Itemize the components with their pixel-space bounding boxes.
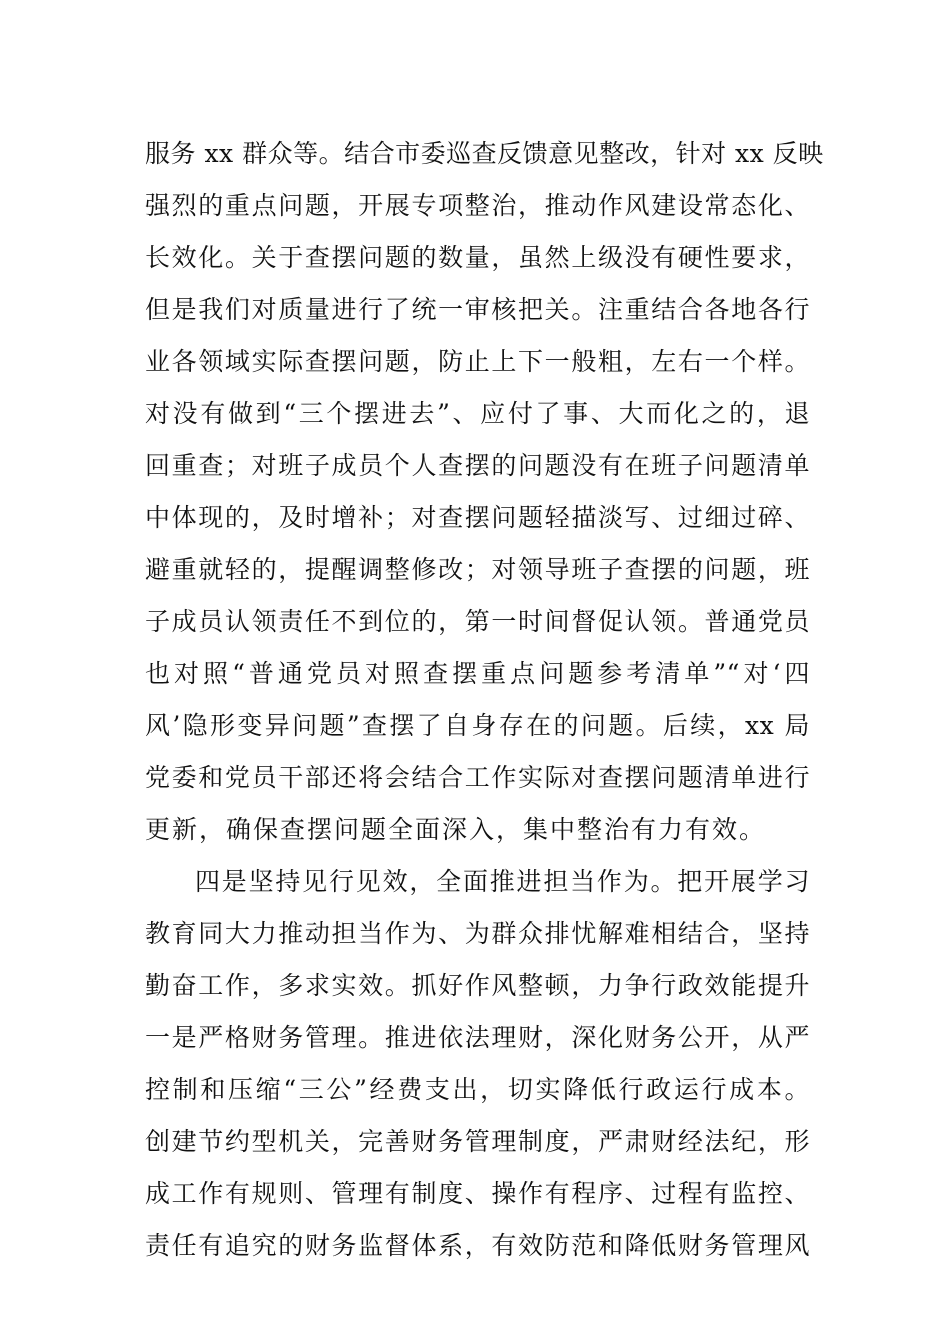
paragraph-1-line-9: 避重就轻的，提醒调整修改；对领导班子查摆的问题，班 — [145, 555, 810, 584]
paragraph-2-line-3: 勤奋工作，多求实效。抓好作风整顿，力争行政效能提升 — [145, 971, 810, 1000]
paragraph-1-line-5: 业各领域实际查摆问题，防止上下一般粗，左右一个样。 — [145, 347, 810, 376]
paragraph-1-line-7: 回重查；对班子成员个人查摆的问题没有在班子问题清单 — [145, 451, 810, 480]
paragraph-2-line-7: 成工作有规则、管理有制度、操作有程序、过程有监控、 — [145, 1179, 810, 1208]
paragraph-2-line-4: 一是严格财务管理。推进依法理财，深化财务公开，从严 — [145, 1023, 810, 1052]
paragraph-1-line-13: 党委和党员干部还将会结合工作实际对查摆问题清单进行 — [145, 763, 810, 792]
paragraph-1-line-12: 风’隐形变异问题”查摆了自身存在的问题。后续，xx 局 — [145, 711, 810, 740]
paragraph-1-line-14: 更新，确保查摆问题全面深入，集中整治有力有效。 — [145, 815, 767, 844]
paragraph-1-line-8: 中体现的，及时增补；对查摆问题轻描淡写、过细过碎、 — [145, 503, 810, 532]
paragraph-1-line-2: 强烈的重点问题，开展专项整治，推动作风建设常态化、 — [145, 191, 810, 220]
paragraph-1-line-11: 也对照“普通党员对照查摆重点问题参考清单”“对‘四 — [145, 659, 810, 688]
paragraph-1-line-6: 对没有做到“三个摆进去”、应付了事、大而化之的，退 — [145, 399, 810, 428]
paragraph-2-line-2: 教育同大力推动担当作为、为群众排忧解难相结合，坚持 — [145, 919, 810, 948]
paragraph-1-line-10: 子成员认领责任不到位的，第一时间督促认领。普通党员 — [145, 607, 810, 636]
paragraph-2-line-5: 控制和压缩“三公”经费支出，切实降低行政运行成本。 — [145, 1075, 810, 1104]
paragraph-2-line-1: 四是坚持见行见效，全面推进担当作为。把开展学习 — [195, 867, 810, 896]
paragraph-2-line-8: 责任有追究的财务监督体系，有效防范和降低财务管理风 — [145, 1231, 810, 1260]
paragraph-2-line-6: 创建节约型机关，完善财务管理制度，严肃财经法纪，形 — [145, 1127, 810, 1156]
paragraph-1-line-3: 长效化。关于查摆问题的数量，虽然上级没有硬性要求， — [145, 243, 810, 272]
paragraph-1-line-1: 服务 xx 群众等。结合市委巡查反馈意见整改，针对 xx 反映 — [145, 139, 824, 168]
paragraph-1-line-4: 但是我们对质量进行了统一审核把关。注重结合各地各行 — [145, 295, 810, 324]
